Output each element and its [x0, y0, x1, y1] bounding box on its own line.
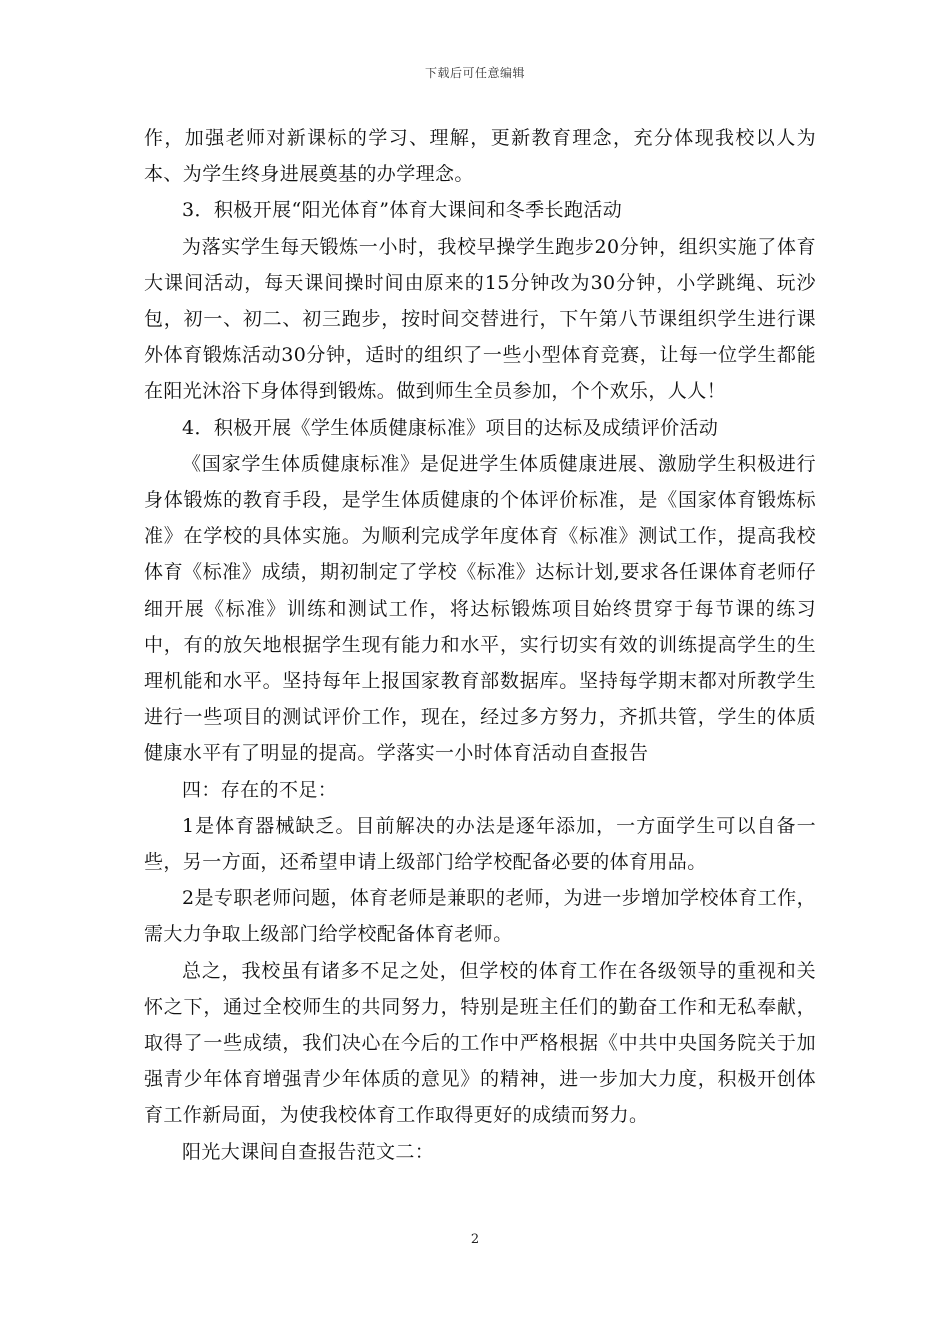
- paragraph-sunshine-sports: 为落实学生每天锻炼一小时，我校早操学生跑步20分钟，组织实施了体育大课间活动，每天课间操时间由原来的15分钟改为30分钟，小学跳绳、玩沙包，初一、初二、初三跑步，按时间交替进行，下午第八节课组织学生进行课外体育锻炼活动30分钟，适时的组织了一些小型体育竞赛，让每一位学生都能在阳光沐浴下身体得到锻炼。做到师生全员参加，个个欢乐，人人！: [144, 235, 816, 403]
- section-heading-deficiencies: 四：存在的不足：: [182, 778, 338, 801]
- document-body: [144, 120, 816, 1170]
- paragraph-summary: 总之，我校虽有诸多不足之处，但学校的体育工作在各级领导的重视和关怀之下，通过全校师生的共同努力，特别是班主任们的勤奋工作和无私奉献，取得了一些成绩，我们决心在今后的工作中严格根据《中共中央国务院关于加强青少年体育增强青少年体质的意见》的精神，进一步加大力度，积极开创体育工作新局面，为使我校体育工作取得更好的成绩而努力。: [144, 959, 816, 1127]
- paragraph-continuation: 作，加强老师对新课标的学习、理解，更新教育理念，充分体现我校以人为本、为学生终身进展奠基的办学理念。: [144, 127, 816, 186]
- paragraph-health-standard: 《国家学生体质健康标准》是促进学生体质健康进展、激励学生积极进行身体锻炼的教育手段，是学生体质健康的个体评价标准，是《国家体育锻炼标准》在学校的具体实施。为顺利完成学年度体育《标准》测试工作，提高我校体育《标准》成绩，期初制定了学校《标准》达标计划,要求各任课体育老师仔细开展《标准》训练和测试工作，将达标锻炼项目始终贯穿于每节课的练习中，有的放矢地根据学生现有能力和水平，实行切实有效的训练提高学生的生理机能和水平。坚持每年上报国家教育部数据库。坚持每学期末都对所教学生进行一些项目的测试评价工作，现在，经过多方努力，齐抓共管，学生的体质健康水平有了明显的提高。学落实一小时体育活动自查报告: [144, 452, 816, 765]
- page-number: 2: [470, 1232, 480, 1247]
- page-header-note: 下载后可任意编辑: [424, 66, 525, 80]
- paragraph-deficiency-2: 2是专职老师问题，体育老师是兼职的老师，为进一步增加学校体育工作，需大力争取上级部门给学校配备体育老师。: [144, 887, 816, 946]
- section-heading-sample-two: 阳光大课间自查报告范文二：: [182, 1140, 435, 1163]
- paragraph-deficiency-1: 1是体育器械缺乏。目前解决的办法是逐年添加，一方面学生可以自备一些，另一方面，还希望申请上级部门给学校配备必要的体育用品。: [144, 814, 816, 874]
- section-heading-4: 4．积极开展《学生体质健康标准》项目的达标及成绩评价活动: [182, 416, 719, 439]
- section-heading-3: 3．积极开展“阳光体育”体育大课间和冬季长跑活动: [182, 199, 623, 222]
